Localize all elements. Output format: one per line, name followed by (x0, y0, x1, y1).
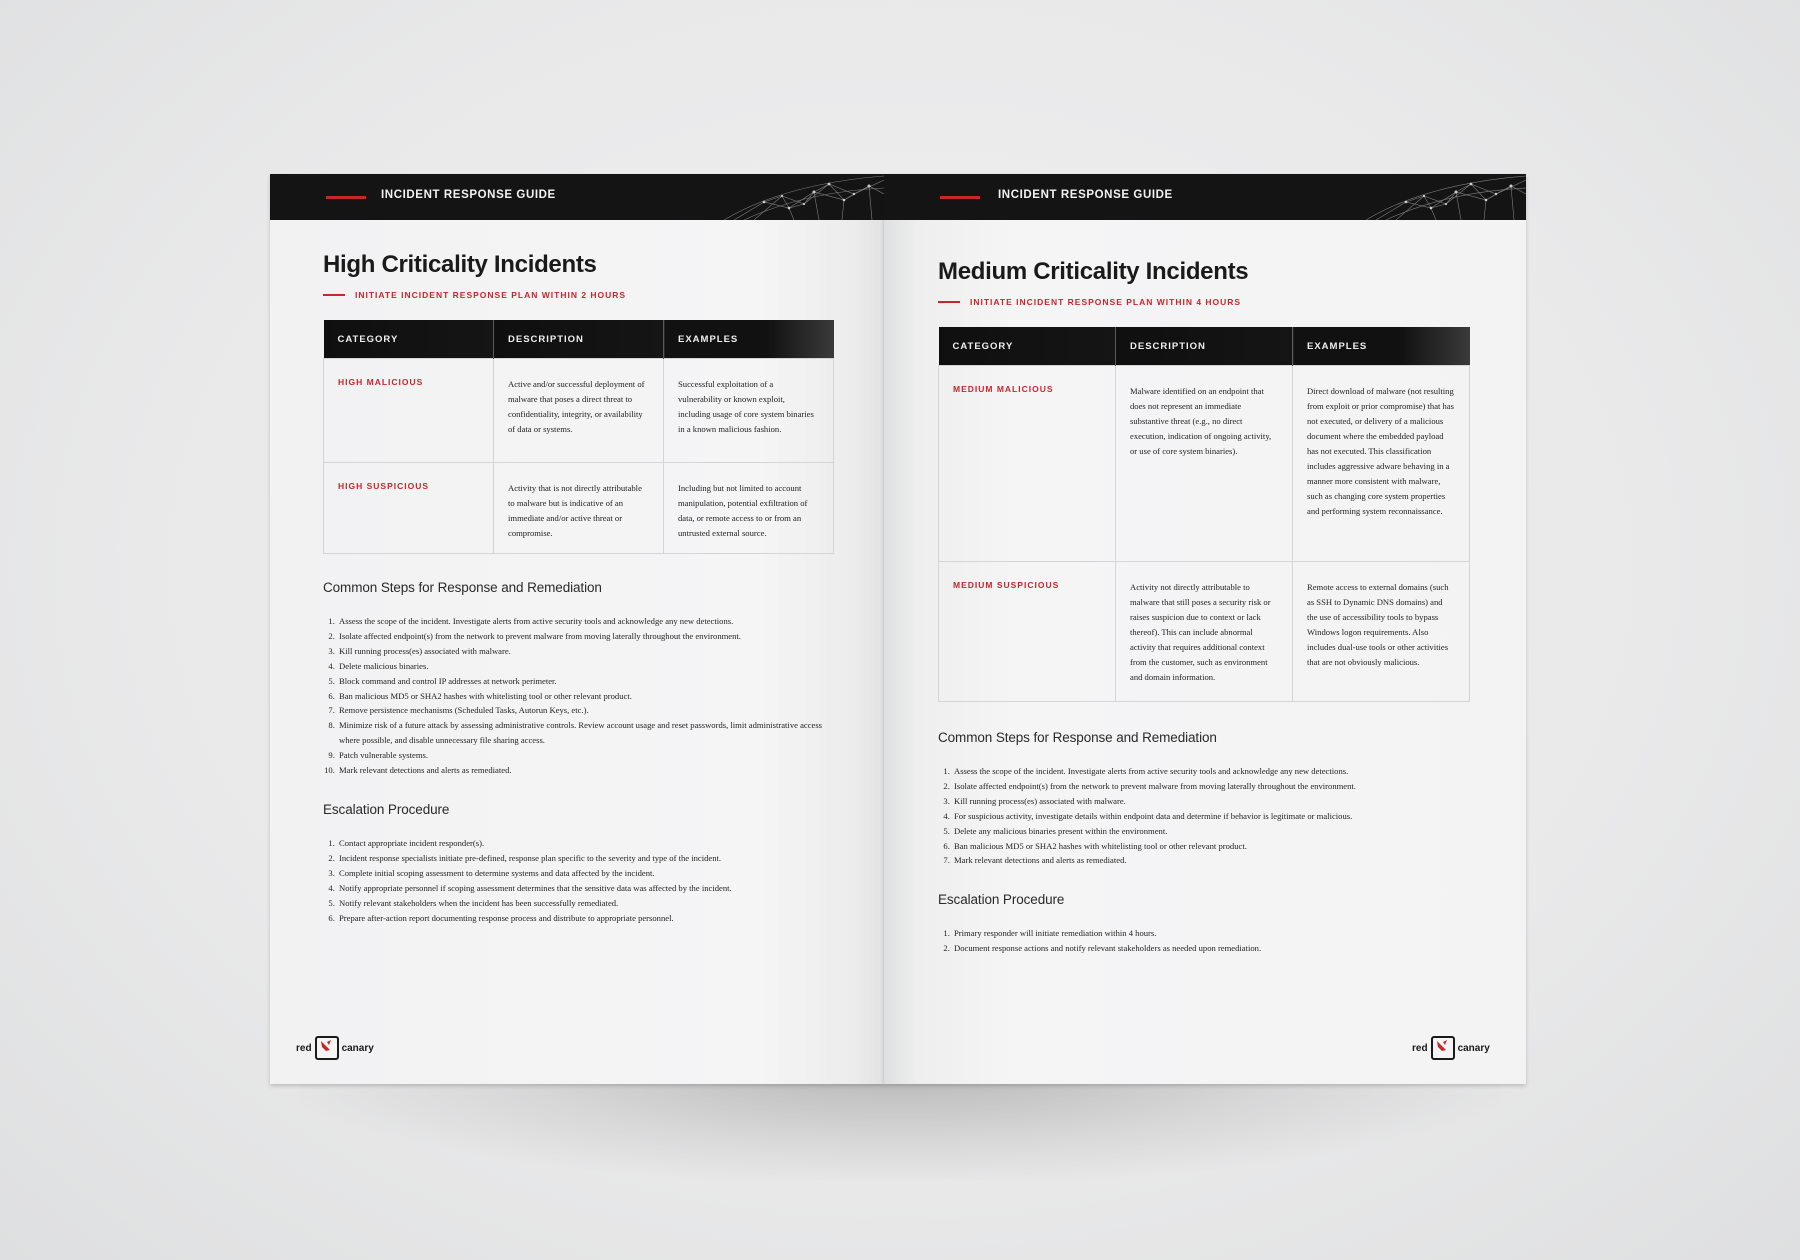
page-subtitle (938, 297, 1241, 307)
page-title: Medium Criticality Incidents (938, 258, 1249, 285)
logo-word-red: red (1412, 1042, 1428, 1054)
description-cell: Malware identified on an endpoint that does not represent an immediate substantive threat (e.g., no direct execution, indication of ongoing activity, or use of core system binaries). (1116, 366, 1293, 562)
list-item: 8. Minimize risk of a future attack by assessing administrative controls. Review account usage and reset passwords, limit administrative access where possible, and disable unnecessary file sharing access. (337, 718, 837, 748)
logo-word-canary: canary (341, 1042, 374, 1054)
examples-cell: Including but not limited to account manipulation, potential exfiltration of data, or remote access to or from an untrusted external source. (664, 463, 834, 554)
logo-word-red: red (296, 1042, 312, 1054)
list-item: 10. Mark relevant detections and alerts as remediated. (337, 763, 837, 778)
canary-bird-icon (1431, 1036, 1455, 1060)
description-cell: Active and/or successful deployment of malware that poses a direct threat to confidentiality, integrity, or availability of data or systems. (494, 359, 664, 463)
brand-logo (1412, 1036, 1490, 1060)
list-item: 3. Kill running process(es) associated with malware. (337, 644, 837, 659)
column-header: DESCRIPTION (494, 320, 664, 359)
guide-title: INCIDENT RESPONSE GUIDE (381, 189, 556, 201)
category-cell: MEDIUM SUSPICIOUS (939, 562, 1116, 702)
list-item: 5. Block command and control IP addresses at network perimeter. (337, 674, 837, 689)
column-header: CATEGORY (324, 320, 494, 359)
subtitle-text: INITIATE INCIDENT RESPONSE PLAN WITHIN 2 HOURS (355, 290, 627, 300)
subtitle-text: INITIATE INCIDENT RESPONSE PLAN WITHIN 4 HOURS (970, 297, 1242, 307)
header-accent-rule (940, 196, 980, 199)
header-accent-rule (326, 196, 366, 199)
description-cell: Activity that is not directly attributable to malware but is indicative of an immediate and/or active threat or compromise. (494, 463, 664, 554)
list-item: 4. Notify appropriate personnel if scoping assessment determines that the sensitive data was affected by the incident. (337, 881, 837, 896)
category-cell: HIGH MALICIOUS (324, 359, 494, 463)
table-header-row (324, 320, 834, 359)
criticality-table (938, 327, 1470, 702)
escalation-heading: Escalation Procedure (323, 802, 450, 817)
page-title: High Criticality Incidents (323, 251, 597, 278)
list-item: 3. Kill running process(es) associated with malware. (952, 794, 1472, 809)
steps-heading: Common Steps for Response and Remediation (323, 580, 602, 595)
examples-cell: Successful exploitation of a vulnerability or known exploit, including usage of core system binaries in a known malicious fashion. (664, 359, 834, 463)
page-header-bar (884, 174, 1526, 220)
column-header: EXAMPLES (664, 320, 834, 359)
list-item: 9. Patch vulnerable systems. (337, 748, 837, 763)
list-item: 6. Prepare after-action report documenting response process and distribute to appropriate personnel. (337, 911, 837, 926)
brand-logo (296, 1036, 374, 1060)
page-header-bar (270, 174, 884, 220)
list-item: 2. Isolate affected endpoint(s) from the network to prevent malware from moving laterally throughout the environment. (952, 779, 1472, 794)
criticality-table (323, 320, 834, 554)
subtitle-rule (938, 301, 960, 303)
table-row (939, 562, 1470, 702)
description-cell: Activity not directly attributable to malware that still poses a security risk or raises suspicion due to context or lack thereof). This can include abnormal activity that requires additional context from the customer, such as environment and domain information. (1116, 562, 1293, 702)
list-item: 5. Delete any malicious binaries present within the environment. (952, 824, 1472, 839)
steps-list (938, 764, 1472, 868)
right-page (884, 174, 1526, 1084)
list-item: 3. Complete initial scoping assessment to determine systems and data affected by the incident. (337, 866, 837, 881)
list-item: 2. Document response actions and notify relevant stakeholders as needed upon remediation. (952, 941, 1472, 956)
escalation-heading: Escalation Procedure (938, 892, 1065, 907)
steps-list (323, 614, 837, 778)
canary-bird-icon (315, 1036, 339, 1060)
list-item: 1. Assess the scope of the incident. Investigate alerts from active security tools and acknowledge any new detections. (337, 614, 837, 629)
column-header: CATEGORY (939, 327, 1116, 366)
table-row (324, 359, 834, 463)
list-item: 1. Assess the scope of the incident. Investigate alerts from active security tools and acknowledge any new detections. (952, 764, 1472, 779)
category-cell: MEDIUM MALICIOUS (939, 366, 1116, 562)
spread-shadow (300, 1070, 1500, 1180)
list-item: 6. Ban malicious MD5 or SHA2 hashes with whitelisting tool or other relevant product. (337, 689, 837, 704)
page-subtitle (323, 290, 626, 300)
list-item: 7. Mark relevant detections and alerts as remediated. (952, 853, 1472, 868)
subtitle-rule (323, 294, 345, 296)
logo-word-canary: canary (1457, 1042, 1490, 1054)
network-graphic-icon (1336, 174, 1526, 220)
column-header: DESCRIPTION (1116, 327, 1293, 366)
list-item: 1. Primary responder will initiate remediation within 4 hours. (952, 926, 1472, 941)
network-graphic-icon (694, 174, 884, 220)
left-page (270, 174, 884, 1084)
list-item: 4. Delete malicious binaries. (337, 659, 837, 674)
list-item: 6. Ban malicious MD5 or SHA2 hashes with whitelisting tool or other relevant product. (952, 839, 1472, 854)
list-item: 5. Notify relevant stakeholders when the incident has been successfully remediated. (337, 896, 837, 911)
table-header-row (939, 327, 1470, 366)
list-item: 4. For suspicious activity, investigate details within endpoint data and determine if behavior is legitimate or malicious. (952, 809, 1472, 824)
list-item: 2. Isolate affected endpoint(s) from the network to prevent malware from moving laterally throughout the environment. (337, 629, 837, 644)
examples-cell: Direct download of malware (not resulting from exploit or prior compromise) that has not executed, or delivery of a malicious document where the embedded payload has not executed. This classification includes aggressive adware behaving in a manner more consistent with malware, such as changing core system properties and performing system reconnaissance. (1293, 366, 1470, 562)
examples-cell: Remote access to external domains (such as SSH to Dynamic DNS domains) and the use of accessibility tools to bypass Windows logon requirements. Also includes dual-use tools or other activities that are not obviously malicious. (1293, 562, 1470, 702)
escalation-list (323, 836, 837, 925)
category-cell: HIGH SUSPICIOUS (324, 463, 494, 554)
list-item: 1. Contact appropriate incident responder(s). (337, 836, 837, 851)
list-item: 2. Incident response specialists initiate pre-defined, response plan specific to the severity and type of the incident. (337, 851, 837, 866)
table-row (324, 463, 834, 554)
steps-heading: Common Steps for Response and Remediation (938, 730, 1217, 745)
escalation-list (938, 926, 1472, 956)
table-row (939, 366, 1470, 562)
column-header: EXAMPLES (1293, 327, 1470, 366)
list-item: 7. Remove persistence mechanisms (Scheduled Tasks, Autorun Keys, etc.). (337, 703, 837, 718)
guide-title: INCIDENT RESPONSE GUIDE (998, 189, 1173, 201)
